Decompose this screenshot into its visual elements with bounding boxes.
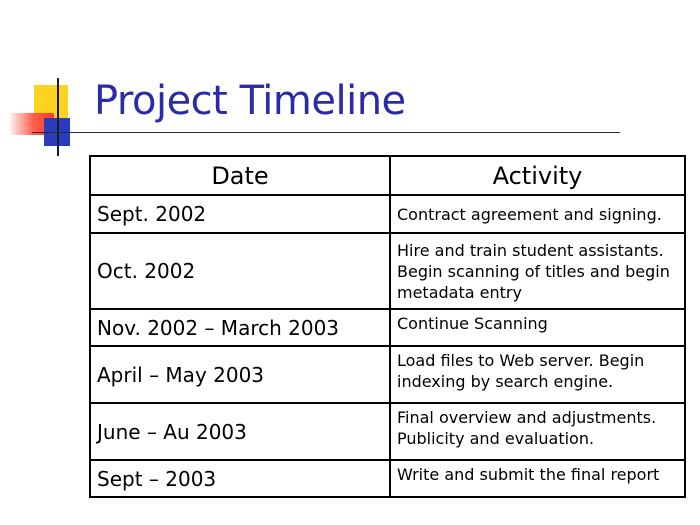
table-row	[90, 403, 685, 460]
table-row	[90, 460, 685, 497]
row-activity: Contract agreement and signing.	[390, 195, 685, 233]
row-date: Sept. 2002	[90, 195, 390, 233]
logo-vertical-line	[57, 78, 59, 156]
title-underline	[32, 132, 620, 133]
row-activity: Continue Scanning	[390, 309, 685, 346]
row-activity: Load files to Web server. Begin indexing by search engine.	[390, 346, 685, 403]
row-activity: Final overview and adjustments. Publicity and evaluation.	[390, 403, 685, 460]
header-activity: Activity	[390, 156, 685, 195]
table-row	[90, 195, 685, 233]
table-row	[90, 233, 685, 309]
row-date: June – Au 2003	[90, 403, 390, 460]
table-row	[90, 346, 685, 403]
row-activity: Write and submit the final report	[390, 460, 685, 497]
table-row	[90, 309, 685, 346]
timeline-table	[89, 155, 686, 498]
row-date: Oct. 2002	[90, 233, 390, 309]
row-date: Sept – 2003	[90, 460, 390, 497]
table-header-row	[90, 156, 685, 195]
row-activity: Hire and train student assistants. Begin scanning of titles and begin metadata entry	[390, 233, 685, 309]
row-date: Nov. 2002 – March 2003	[90, 309, 390, 346]
slide-title: Project Timeline	[94, 78, 406, 124]
header-date: Date	[90, 156, 390, 195]
row-date: April – May 2003	[90, 346, 390, 403]
